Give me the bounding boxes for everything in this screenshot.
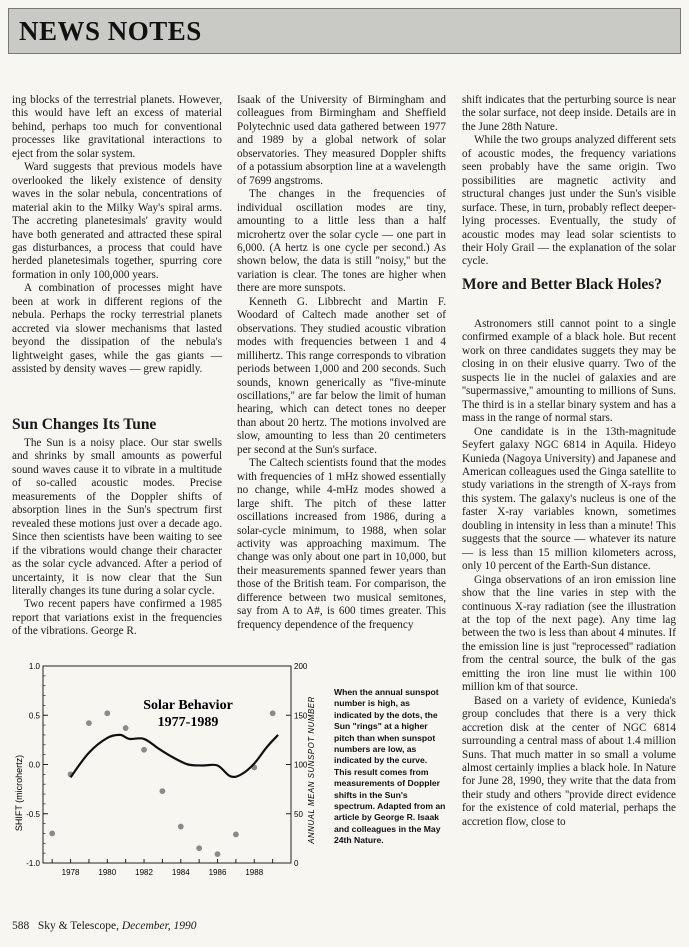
column-2 (237, 94, 446, 632)
sunspot-dot (196, 845, 202, 851)
article-heading-blackholes: More and Better Black Holes? (462, 276, 663, 293)
sunspot-dot (215, 851, 221, 857)
y2-tick-label: 50 (294, 809, 303, 819)
sunspot-dot (160, 788, 166, 794)
sunspot-dot (86, 720, 92, 726)
y2-tick-label: 150 (294, 711, 308, 721)
solar-behavior-chart (8, 655, 326, 880)
x-tick-label: 1984 (171, 868, 190, 877)
paragraph: Two recent papers have confirmed a 1985 report that variations exist in the frequencies of the vibrations. George R. (12, 598, 222, 638)
y-axis-label: SHIFT (microhertz) (14, 754, 24, 832)
sunspot-dot (233, 832, 239, 838)
issue-date: December, 1990 (121, 920, 197, 932)
sunspot-dot (141, 747, 147, 753)
y2-axis-label: ANNUAL MEAN SUNSPOT NUMBER (307, 696, 316, 844)
figure-caption: When the annual sunspot number is high, as indicated by the dots, the Sun "rings" at a higher pitch than when sunspot numbers are low, as indicated by the curve. This result comes from measurements of Doppler shifts in the Sun's spectrum. Adapted from an article by George R. Isaak and colleagues in the May 24th Nature. (334, 687, 446, 846)
chart-subtitle: 1977-1989 (157, 715, 219, 730)
paragraph: Ward suggests that previous models have overlooked the likely existence of density waves in the solar nebula, concentrations of material akin to the Milky Way's spiral arms. The accreting planetesimals' gravity would have both generated and attracted these spiral gas disturbances, a process that could have herded planetesimals together, spurring core formation in only 100,000 years. (12, 161, 222, 281)
sunspot-dot (104, 710, 110, 716)
article-heading-sun: Sun Changes Its Tune (12, 416, 157, 433)
sunspot-dot (123, 725, 129, 731)
paragraph: Astronomers still cannot point to a single confirmed example of a black hole. But recent work on three candidates suggets they may be closing in on their elusive quarry. Two of the suspects lie in the nuclei of galaxies and are ''supermassive,'' amounting to millions of Suns. The third is in a stellar binary system and has a mass in the range of normal stars. (462, 318, 676, 425)
paragraph: shift indicates that the perturbing source is near the solar surface, not deep inside. Details are in the June 28th Nature. (462, 94, 676, 133)
sunspot-dot (49, 831, 55, 837)
paragraph: The Sun is a noisy place. Our star swells and shrinks by small amounts as powerful sound waves cause it to vibrate in a multitude of so-called acoustic modes. Precise measurements of the Doppler shifts of absorption lines in the Sun's spectrum first revealed these motions just over a decade ago. Since then scientists have been waiting to see if the vibrations would change their character as the solar cycle advanced. After a period of uncertainty, it is now clear that the Sun literally changes its tune during a solar cycle. (12, 437, 222, 597)
paragraph: One candidate is in the 13th-magnitude Seyfert galaxy NGC 6814 in Aquila. Hideyo Kunieda (Nagoya University) and Japanese and American colleagues used the Ginga satellite to study variations in the strength of X-rays from this system. The galaxy's nucleus is one of the faster X-ray variables known, sometimes doubling in intensity in less than a minute! This suggests that the source — whatever its nature — is less than 15 million kilometers across, only 10 percent of the Earth-Sun distance. (462, 425, 676, 573)
y2-tick-label: 200 (294, 662, 308, 671)
paragraph: Based on a variety of evidence, Kunieda's group concludes that there is a very thick accretion disk at the center of NGC 6814 surrounding a central mass of about 1.4 million Suns. That much matter in so small a volume almost certainly implies a black hole. In Nature for June 28, 1990, they write that the data from their study and others ''provide direct evidence for the existence of cold material, perhaps the accretion flow, close to (462, 694, 676, 828)
column-3-upper (462, 94, 676, 269)
paragraph: Kenneth G. Libbrecht and Martin F. Woodard of Caltech made another set of observations. They studied acoustic vibration modes with frequencies between 1 and 4 millihertz. This range corresponds to vibration periods between 1,000 and 200 seconds. Such sounds, known generically as ''five-minute oscillations,'' are far below the limit of human hearing, which can detect tones no deeper than about 20 hertz. The motions involved are slow, amounting to less than 20 centimeters per second at the Sun's surface. (237, 295, 446, 456)
y2-tick-label: 0 (294, 859, 299, 868)
column-1-upper (12, 94, 222, 377)
section-banner (8, 8, 681, 54)
x-tick-label: 1982 (135, 868, 153, 877)
paragraph: The changes in the frequencies of individual oscillation modes are tiny, amounting to a little less than a half microhertz over the solar cycle — one part in 6,000. (A hertz is one cycle per second.) As shown below, the data is still ''noisy,'' but the variation is clear. The tones are higher when there are more sunspots. (237, 188, 446, 295)
column-3-lower (462, 318, 676, 829)
x-tick-label: 1988 (245, 868, 264, 877)
chart-title: Solar Behavior (143, 698, 233, 713)
frequency-shift-curve (71, 735, 279, 777)
y-tick-label: 1.0 (28, 662, 40, 671)
paragraph: ing blocks of the terrestrial planets. However, this would have left an excess of material behind, perhaps too much for conventional processes like gravitational interactions to eject from the solar system. (12, 94, 222, 160)
paragraph: Ginga observations of an iron emission line show that the line varies in step with the continuous X-ray radiation (see the illustration at the top of the next page). Any time lag between the two is less than about 4 minutes. If the emission line is just ''reprocessed'' radiation from the central source, the bulk of the gas emitting the iron line must lie within 100 million km of that source. (462, 573, 676, 694)
y-tick-label: -1.0 (26, 859, 40, 868)
paragraph: A combination of processes might have been at work in different regions of the nebula. Perhaps the rocky terrestrial planets accreted via slower mechanisms that lasted beyond the dissipation of the nebula's lightweight gases, while the gas giants — assisted by density waves — grew rapidly. (12, 282, 222, 376)
y2-tick-label: 100 (294, 760, 308, 770)
section-title: NEWS NOTES (19, 16, 202, 46)
y-tick-label: 0.5 (28, 711, 40, 721)
y-tick-label: -0.5 (26, 809, 40, 819)
chart-svg (8, 655, 326, 880)
page-number: 588 (12, 920, 30, 932)
sunspot-dot (178, 824, 184, 830)
x-tick-label: 1978 (61, 868, 80, 877)
y-tick-label: 0.0 (28, 760, 40, 770)
paragraph: The Caltech scientists found that the modes with frequencies of 1 mHz showed essentially no change, while 4-mHz modes showed a large shift. The pitch of these latter oscillations increased from 1986, during a solar-cycle minimum, to 1988, when solar activity was approaching maximum. The change was only about one part in 10,000, but their measurements spanned fewer years than those of the British team. For comparison, the difference between two musical semitones, say from A to A#, is 600 times greater. This frequency dependence of the frequency (237, 457, 446, 631)
page-footer (12, 920, 197, 932)
blackhole-heading-wrap (462, 276, 676, 297)
column-1-lower (12, 437, 222, 639)
x-tick-label: 1980 (98, 868, 117, 877)
magazine-name: Sky & Telescope, (37, 920, 119, 932)
paragraph: While the two groups analyzed different sets of acoustic modes, the frequency variations seen probably have the same origin. Two possibilities are magnetic activity and structural changes just under the Sun's visible surface. These, in turn, probably reflect deeper-lying processes. Eventually, the study of acoustic modes may lead solar scientists to their Holy Grail — the explanation of the solar cycle. (462, 134, 676, 268)
x-tick-label: 1986 (208, 868, 227, 877)
paragraph: Isaak of the University of Birmingham and colleagues from Birmingham and Sheffield Polytechnic used data gathered between 1977 and 1989 by a global network of solar observatories. They measured Doppler shifts of a potassium absorption line at a wavelength of 7699 angstroms. (237, 94, 446, 187)
sunspot-dot (270, 710, 276, 716)
sun-heading-wrap (12, 416, 222, 437)
